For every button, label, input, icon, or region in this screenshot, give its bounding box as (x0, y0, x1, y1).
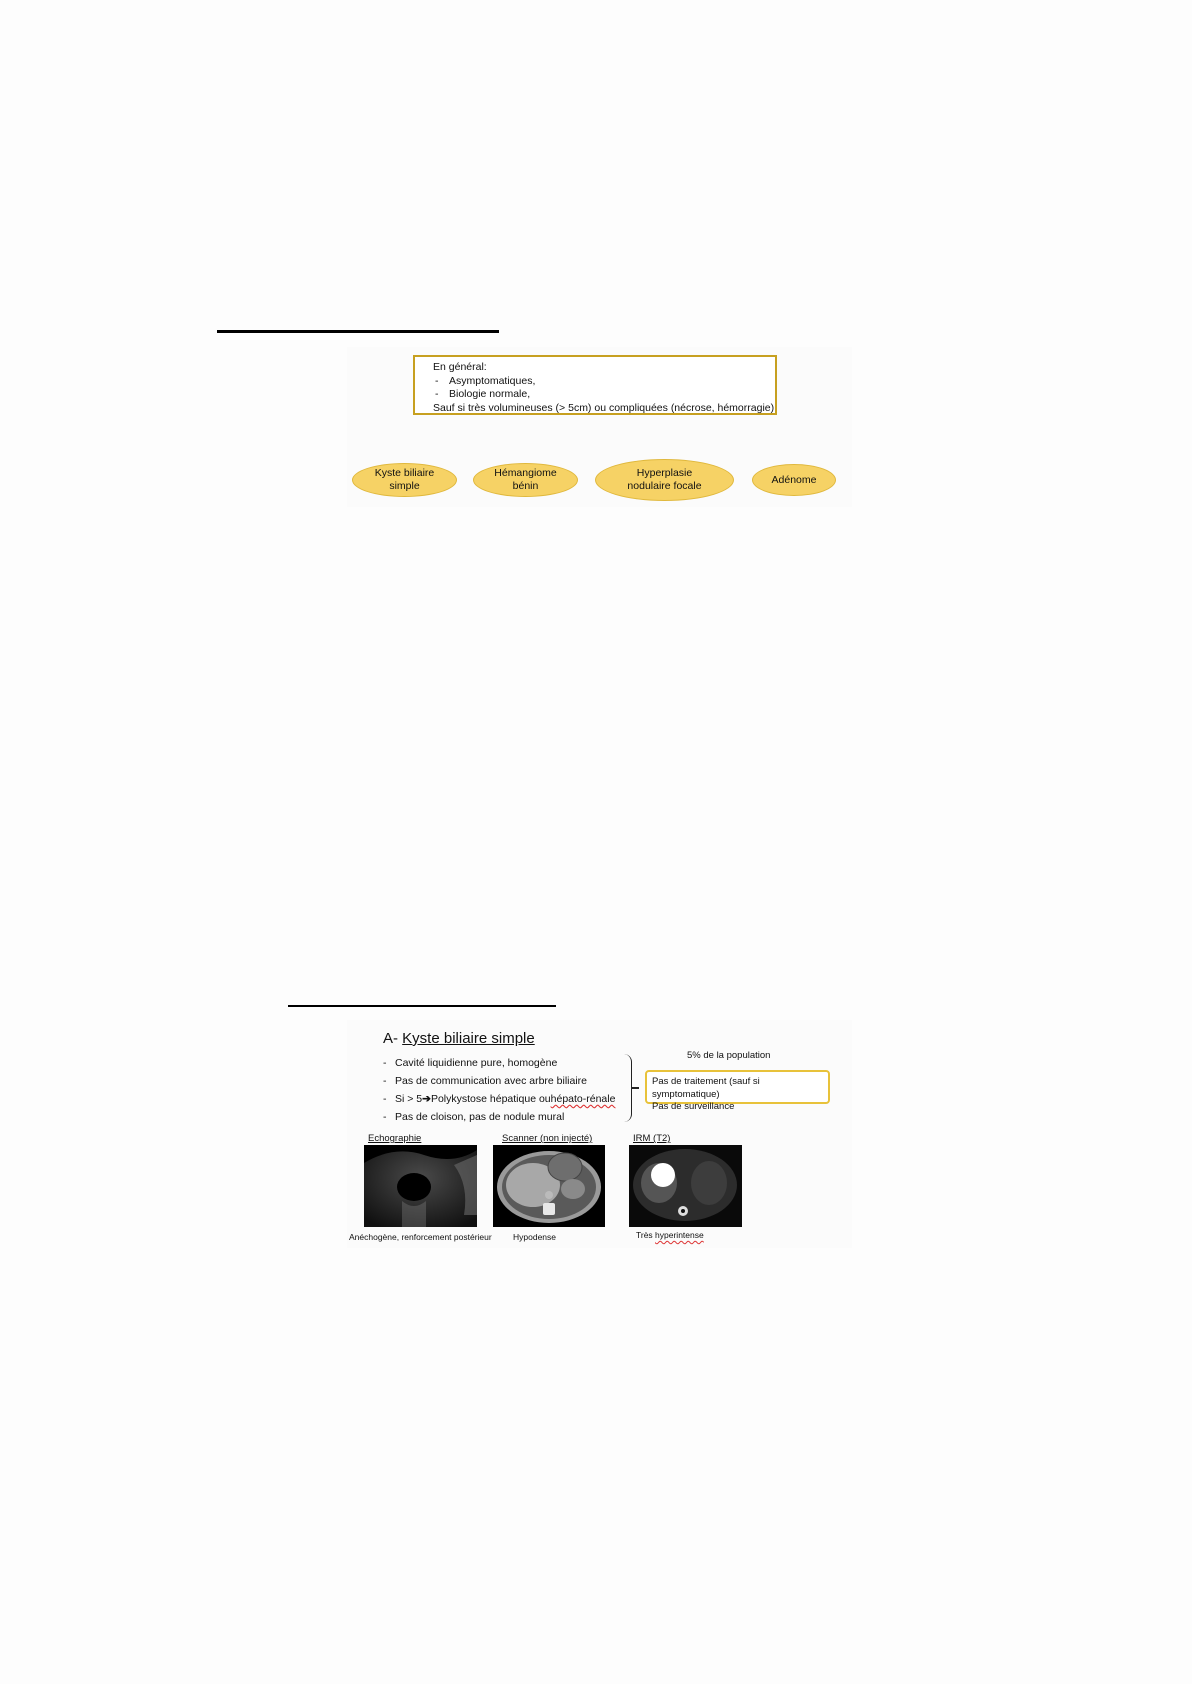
general-info-box (413, 355, 777, 415)
echo-label: Echographie (368, 1133, 422, 1144)
arrow-icon: ➔ (422, 1093, 431, 1105)
general-heading: En général: (433, 361, 487, 373)
benign-lesions-slide (347, 347, 852, 507)
echo-caption: Anéchogène, renforcement postérieur (349, 1232, 492, 1242)
mri-image (629, 1145, 742, 1227)
mri-label: IRM (T2) (633, 1133, 671, 1144)
lesion-oval-hyperplasie: Hyperplasie nodulaire focale (595, 459, 734, 501)
ultrasound-image (364, 1145, 477, 1227)
list-item: - Pas de communication avec arbre biliaire (383, 1075, 588, 1087)
general-note: Sauf si très volumineuses (> 5cm) ou compliquées (nécrose, hémorragie) (433, 401, 775, 414)
section-rule-2 (288, 1005, 556, 1007)
brace-tick (632, 1087, 639, 1089)
list-item: - Si > 5 ➔ Polykystose hépatique ou hépato-rénale (383, 1093, 616, 1105)
ct-caption: Hypodense (513, 1232, 557, 1242)
mri-caption: Très hyperintense (636, 1230, 704, 1240)
lesion-oval-adenome: Adénome (752, 464, 836, 496)
list-item: - Asymptomatiques, (435, 374, 536, 387)
section-rule-1 (217, 330, 499, 333)
kyste-biliaire-slide (347, 1020, 852, 1248)
list-item: - Cavité liquidienne pure, homogène (383, 1057, 558, 1069)
lesion-oval-kyste: Kyste biliaire simple (352, 463, 457, 497)
list-item: - Biologie normale, (435, 388, 531, 400)
brace-icon (624, 1054, 632, 1122)
kyste-features-list (383, 1054, 615, 1126)
slide-title: A- Kyste biliaire simple (383, 1030, 535, 1047)
ct-scan-image (493, 1145, 605, 1227)
lesion-oval-hemangiome: Hémangiome bénin (473, 463, 578, 497)
list-item: - Pas de cloison, pas de nodule mural (383, 1111, 565, 1123)
population-text: 5% de la population (687, 1050, 771, 1061)
treatment-box: Pas de traitement (sauf si symptomatique) Pas de surveillance (645, 1070, 830, 1104)
ct-label: Scanner (non injecté) (502, 1133, 593, 1144)
